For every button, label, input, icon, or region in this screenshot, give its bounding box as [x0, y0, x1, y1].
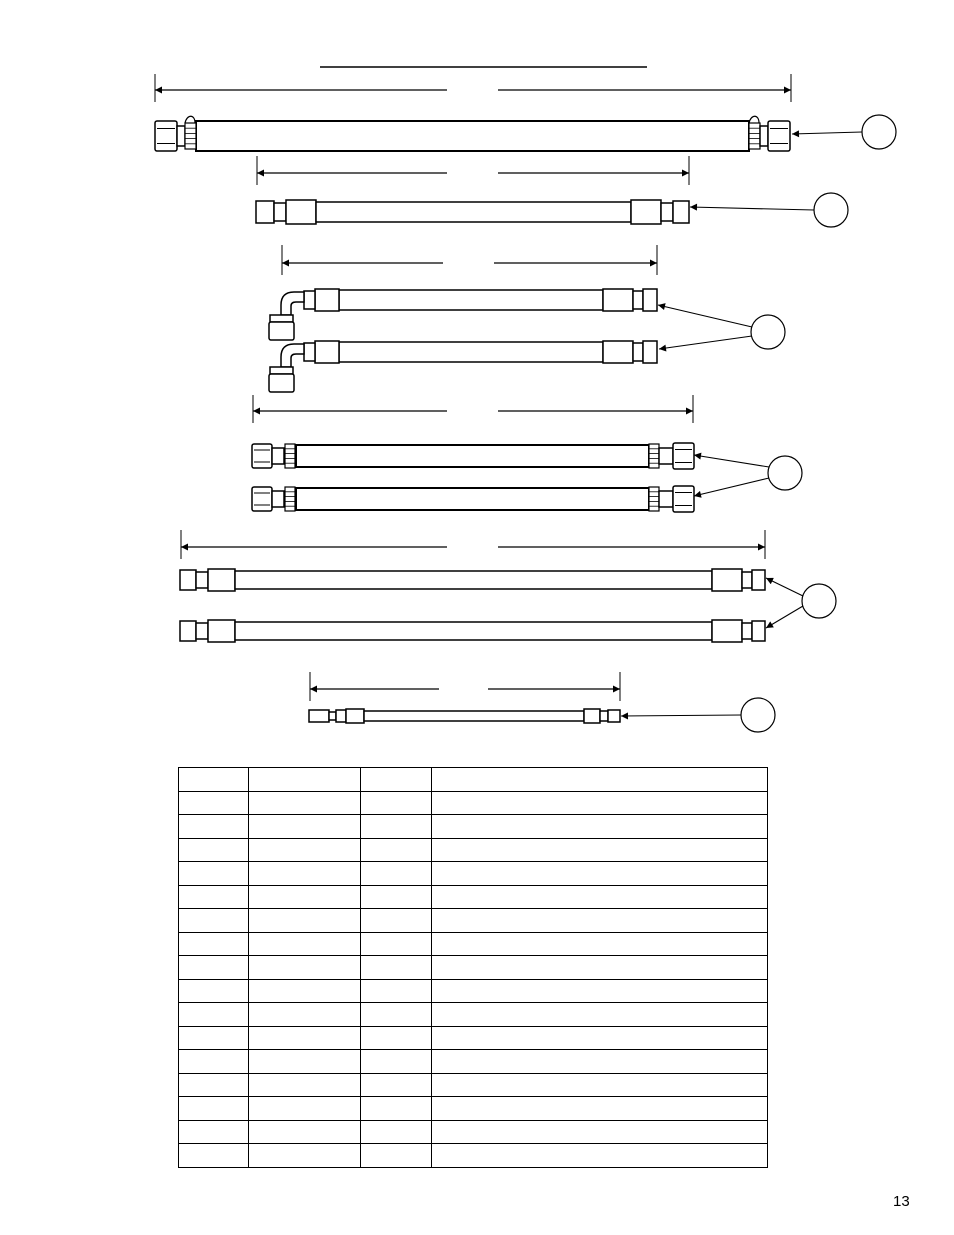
hex-nut [252, 487, 272, 511]
table-cell [432, 768, 768, 792]
clamp-screw [185, 116, 195, 123]
crimp-ferrule [631, 200, 661, 224]
table-cell [361, 1120, 432, 1144]
table-cell [179, 979, 249, 1003]
table-cell [361, 1144, 432, 1168]
hose-1 [155, 116, 790, 151]
hose-body [235, 622, 712, 640]
fitting-neck [742, 623, 752, 639]
fitting-neck [196, 572, 208, 588]
table-row [179, 1144, 768, 1168]
fitting-neck [177, 126, 185, 146]
table-cell [361, 932, 432, 956]
table-cell [361, 979, 432, 1003]
crimp-ferrule [712, 620, 742, 642]
table-cell [179, 1073, 249, 1097]
table-row [179, 768, 768, 792]
fitting-neck [633, 291, 643, 309]
table-cell [179, 768, 249, 792]
hex-nut [180, 570, 196, 590]
clamp-screw [749, 116, 759, 123]
hex-nut [336, 710, 346, 722]
table-cell [361, 768, 432, 792]
table-cell [432, 791, 768, 815]
crimp-ferrule [712, 569, 742, 591]
table-cell [361, 1050, 432, 1074]
table-cell [179, 791, 249, 815]
crimp-ferrule [346, 709, 364, 723]
fitting-neck [272, 448, 284, 464]
leader-arrow [659, 336, 752, 349]
fitting-neck [196, 623, 208, 639]
hex-nut [768, 121, 790, 151]
hose-4a [252, 443, 694, 469]
crimp-ferrule [603, 341, 633, 363]
crimp-ferrule [208, 569, 235, 591]
table-cell [249, 838, 361, 862]
table-row [179, 932, 768, 956]
hose-5b [180, 620, 765, 642]
hose-body [235, 571, 712, 589]
table-cell [249, 885, 361, 909]
table-cell [361, 885, 432, 909]
table-cell [179, 815, 249, 839]
fitting-neck [270, 367, 293, 374]
leader-arrow [766, 606, 803, 628]
hose-3b [269, 341, 657, 392]
elbow-fitting [281, 344, 304, 367]
hose-body [316, 202, 631, 222]
hose-2 [256, 200, 689, 224]
hose-clamp [649, 444, 659, 468]
hex-nut [643, 289, 657, 311]
crimp-ferrule [315, 289, 339, 311]
hex-nut [752, 570, 765, 590]
fitting-neck [659, 491, 673, 507]
fitting-neck [270, 315, 293, 322]
crimp-ferrule [315, 341, 339, 363]
table-cell [249, 909, 361, 933]
table-cell [249, 791, 361, 815]
table-cell [361, 1026, 432, 1050]
table-row [179, 1097, 768, 1121]
table-cell [179, 1144, 249, 1168]
table-row [179, 1026, 768, 1050]
hose-clamp [649, 487, 659, 511]
table-cell [361, 815, 432, 839]
table-cell [179, 909, 249, 933]
table-cell [249, 815, 361, 839]
table-cell [179, 1120, 249, 1144]
fitting-neck [742, 572, 752, 588]
hex-nut [608, 710, 620, 722]
dimension-hose-1 [155, 74, 791, 102]
table-cell [432, 956, 768, 980]
table-row [179, 815, 768, 839]
table-cell [179, 838, 249, 862]
hex-nut [673, 443, 694, 469]
hose-body [296, 445, 649, 467]
table-cell [361, 1097, 432, 1121]
fitting-neck [304, 343, 315, 361]
table-row [179, 1073, 768, 1097]
crimp-ferrule [286, 200, 316, 224]
hex-nut [673, 201, 689, 223]
table-cell [432, 932, 768, 956]
table-cell [179, 932, 249, 956]
table-row [179, 979, 768, 1003]
table-cell [432, 1026, 768, 1050]
page-number: 13 [893, 1193, 910, 1210]
hose-clamp [749, 123, 760, 149]
table-cell [432, 862, 768, 886]
dimension-lines [155, 74, 791, 701]
hose-body [196, 121, 749, 151]
leader-arrow [690, 207, 814, 210]
table-cell [432, 1097, 768, 1121]
hex-nut [643, 341, 657, 363]
hex-nut [155, 121, 177, 151]
leader-arrow [658, 305, 752, 327]
table-row [179, 791, 768, 815]
dimension-hose-5 [181, 530, 765, 559]
table-cell [361, 1073, 432, 1097]
callout-balloon [802, 584, 836, 618]
table-cell [179, 956, 249, 980]
hose-4b [252, 486, 694, 512]
callout-balloon [741, 698, 775, 732]
hose-clamp [185, 123, 196, 149]
table-cell [249, 862, 361, 886]
table-row [179, 1003, 768, 1027]
table-cell [361, 956, 432, 980]
table-cell [249, 1097, 361, 1121]
leader-arrow [694, 478, 769, 496]
fitting-neck [760, 126, 768, 146]
leader-arrow [792, 132, 862, 134]
hex-nut [252, 444, 272, 468]
callout-balloon [814, 193, 848, 227]
fitting-neck [659, 448, 673, 464]
parts-list-table [178, 767, 768, 1168]
dimension-hose-2 [257, 156, 689, 185]
hex-nut [256, 201, 274, 223]
table-cell [249, 1073, 361, 1097]
table-cell [179, 885, 249, 909]
hose-3a [269, 289, 657, 340]
table-cell [179, 862, 249, 886]
hose-clamp [285, 444, 295, 468]
table-cell [249, 768, 361, 792]
hose-body [364, 711, 584, 721]
hose-body [339, 342, 603, 362]
table-cell [179, 1050, 249, 1074]
fitting-neck [274, 203, 286, 221]
table-cell [249, 1026, 361, 1050]
hose-body [339, 290, 603, 310]
table-cell [432, 979, 768, 1003]
table-cell [249, 1050, 361, 1074]
callout-balloon [862, 115, 896, 149]
table-row [179, 885, 768, 909]
table-cell [432, 1050, 768, 1074]
fitting-neck [304, 291, 315, 309]
crimp-ferrule [208, 620, 235, 642]
callout-balloon [751, 315, 785, 349]
leader-arrow [694, 455, 769, 467]
table-cell [361, 791, 432, 815]
table-cell [432, 909, 768, 933]
table-row [179, 1120, 768, 1144]
leader-arrow [621, 715, 741, 716]
fitting-neck [633, 343, 643, 361]
table-cell [432, 885, 768, 909]
callout-balloon [768, 456, 802, 490]
fitting-neck [329, 712, 336, 720]
table-cell [179, 1097, 249, 1121]
table-cell [361, 909, 432, 933]
dimension-hose-6 [310, 672, 620, 701]
table-cell [179, 1003, 249, 1027]
dimension-hose-4 [253, 395, 693, 423]
table-cell [249, 979, 361, 1003]
table-cell [179, 1026, 249, 1050]
dimension-hose-3 [282, 245, 657, 275]
table-row [179, 1050, 768, 1074]
fitting-neck [600, 711, 608, 721]
leader-arrow [766, 578, 803, 596]
table-row [179, 862, 768, 886]
table-cell [361, 838, 432, 862]
table-row [179, 838, 768, 862]
table-cell [361, 1003, 432, 1027]
table-cell [432, 1120, 768, 1144]
table-cell [249, 956, 361, 980]
table-cell [432, 1073, 768, 1097]
hose-clamp [285, 487, 295, 511]
table-cell [432, 1003, 768, 1027]
hex-nut [309, 710, 329, 722]
hex-nut [180, 621, 196, 641]
crimp-ferrule [584, 709, 600, 723]
hose-6 [309, 709, 620, 723]
fitting-neck [272, 491, 284, 507]
table-cell [432, 1144, 768, 1168]
hose-5a [180, 569, 765, 591]
elbow-fitting [281, 292, 304, 315]
table-cell [432, 815, 768, 839]
fitting-neck [661, 203, 673, 221]
crimp-ferrule [603, 289, 633, 311]
table-cell [361, 862, 432, 886]
table-cell [249, 1144, 361, 1168]
table-cell [249, 1003, 361, 1027]
table-row [179, 909, 768, 933]
hex-nut [673, 486, 694, 512]
table-cell [432, 838, 768, 862]
hose-body [296, 488, 649, 510]
hex-nut [752, 621, 765, 641]
table-cell [249, 1120, 361, 1144]
table-row [179, 956, 768, 980]
hex-nut [269, 322, 294, 340]
table-cell [249, 932, 361, 956]
hex-nut [269, 374, 294, 392]
